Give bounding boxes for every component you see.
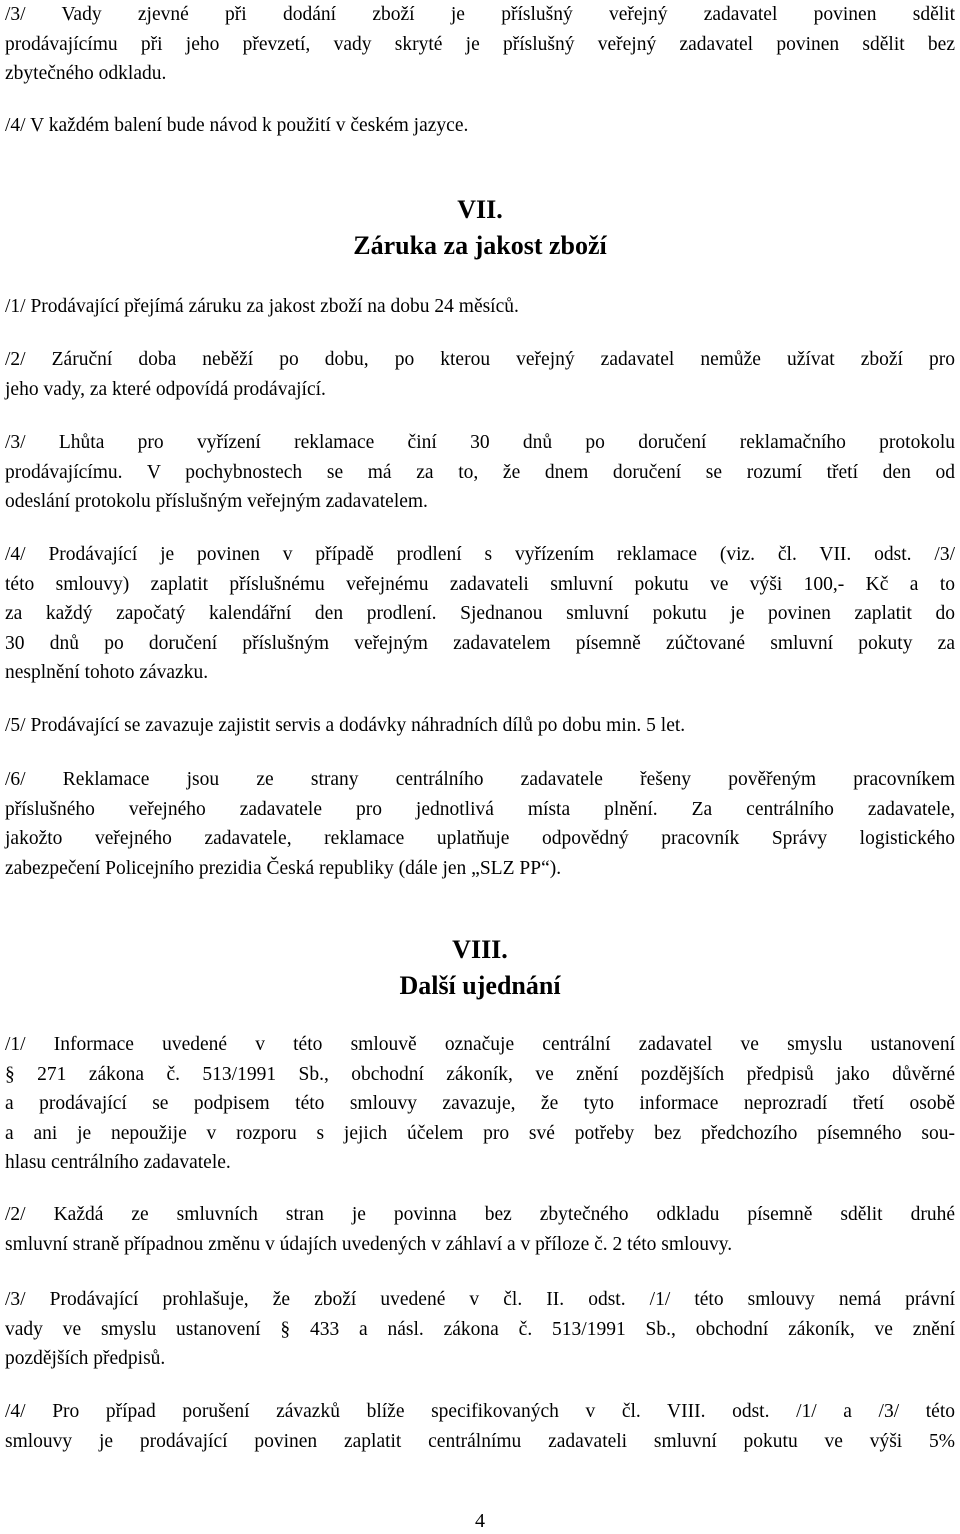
paragraph-7-3 [5,428,955,517]
text-line: jeho vady, za které odpovídá prodávající. [5,378,326,400]
text-line: zbytečného odkladu. [5,63,167,84]
text-line: vady ve smyslu ustanovení § 433 a násl. zákona č. 513/1991 Sb., obchodní zákoník, ve znění [5,1318,955,1340]
text-line: nesplnění tohoto závazku. [5,662,209,683]
paragraph-7-5 [5,711,955,741]
text-line: a ani je nepoužije v rozporu s jejich účelem pro své potřeby bez předchozího písemného sou- [5,1122,955,1144]
paragraph-7-4 [5,540,955,688]
paragraph-7-1 [5,292,955,322]
paragraph-6-3 [5,0,955,89]
text-line: jakožto veřejného zadavatele, reklamace uplatňuje odpovědný pracovník Správy logistického [5,828,955,849]
paragraph-8-2 [5,1200,955,1259]
text-line: /3/ Prodávající prohlašuje, že zboží uvedené v čl. II. odst. /1/ této smlouvy nemá právní [5,1289,955,1310]
paragraph-6-4 [5,111,955,141]
text-line: hlasu centrálního zadavatele. [5,1152,231,1173]
section-title-vii: Záruka za jakost zboží [353,231,607,260]
text-line: /4/ V každém balení bude návod k použití v českém jazyce. [5,115,469,136]
text-line: /3/ Lhůta pro vyřízení reklamace činí 30 dnů po doručení reklamačního protokolu [5,432,955,453]
text-line: 30 dnů po doručení příslušným veřejným zadavatelem písemně zúčtované smluvní pokuty za [5,632,955,654]
text-line: smlouvy je prodávající povinen zaplatit centrálnímu zadavateli smluvní pokutu ve výši 5% [5,1430,955,1452]
text-line: a prodávající se podpisem této smlouvy zavazuje, že tyto informace neprozradí třetí osobě [5,1093,955,1114]
text-line: /2/ Záruční doba neběží po dobu, po kterou veřejný zadavatel nemůže užívat zboží pro [5,349,955,370]
paragraph-7-6 [5,765,955,883]
text-line: zabezpečení Policejního prezidia Česká republiky (dále jen „SLZ PP“). [5,857,562,879]
text-line: /1/ Prodávající přejímá záruku za jakost zboží na dobu 24 měsíců. [5,296,519,317]
text-line: § 271 zákona č. 513/1991 Sb., obchodní zákoník, ve znění pozdějších předpisů jako důvěrné [5,1063,955,1085]
text-line: této smlouvy) zaplatit příslušnému veřejnému zadavateli smluvní pokutu ve výši 100,- Kč a to [5,573,955,595]
text-line: smluvní straně případnou změnu v údajích uvedených v záhlaví a v příloze č. 2 této smlouvy. [5,1233,733,1255]
text-line: /6/ Reklamace jsou ze strany centrálního zadavatele řešeny pověřeným pracovníkem [5,769,955,790]
section-title-viii: Další ujednání [399,971,561,1000]
page-number: 4 [475,1510,485,1532]
text-line: pozdějších předpisů. [5,1348,166,1369]
text-line: příslušného veřejného zadavatele pro jednotlivá místa plnění. Za centrálního zadavatele, [5,798,955,820]
section-number-vii: VII. [457,195,503,224]
text-line: /4/ Pro případ porušení závazků blíže specifikovaných v čl. VIII. odst. /1/ a /3/ této [5,1401,955,1422]
text-line: /4/ Prodávající je povinen v případě prodlení s vyřízením reklamace (viz. čl. VII. odst. /3/ [5,544,955,565]
text-line: /3/ Vady zjevné při dodání zboží je příslušný veřejný zadavatel povinen sdělit [5,4,955,25]
text-line: /2/ Každá ze smluvních stran je povinna bez zbytečného odkladu písemně sdělit druhé [5,1204,955,1225]
text-line: /5/ Prodávající se zavazuje zajistit servis a dodávky náhradních dílů po dobu min. 5 let. [5,715,686,736]
text-line: za každý započatý kalendářní den prodlení. Sjednanou smluvní pokutu je povinen zaplatit do [5,603,955,624]
text-line: odeslání protokolu příslušným veřejným zadavatelem. [5,491,428,512]
paragraph-8-3 [5,1285,955,1374]
section-number-viii: VIII. [452,935,508,964]
paragraph-8-4 [5,1397,955,1456]
paragraph-7-2 [5,345,955,404]
paragraph-8-1 [5,1030,955,1178]
text-line: prodávajícímu. V pochybnostech se má za to, že dnem doručení se rozumí třetí den od [5,461,955,483]
text-line: prodávajícímu při jeho převzetí, vady skryté je příslušný veřejný zadavatel povinen sdělit bez [5,33,955,55]
text-line: /1/ Informace uvedené v této smlouvě označuje centrální zadavatel ve smyslu ustanovení [5,1034,955,1055]
